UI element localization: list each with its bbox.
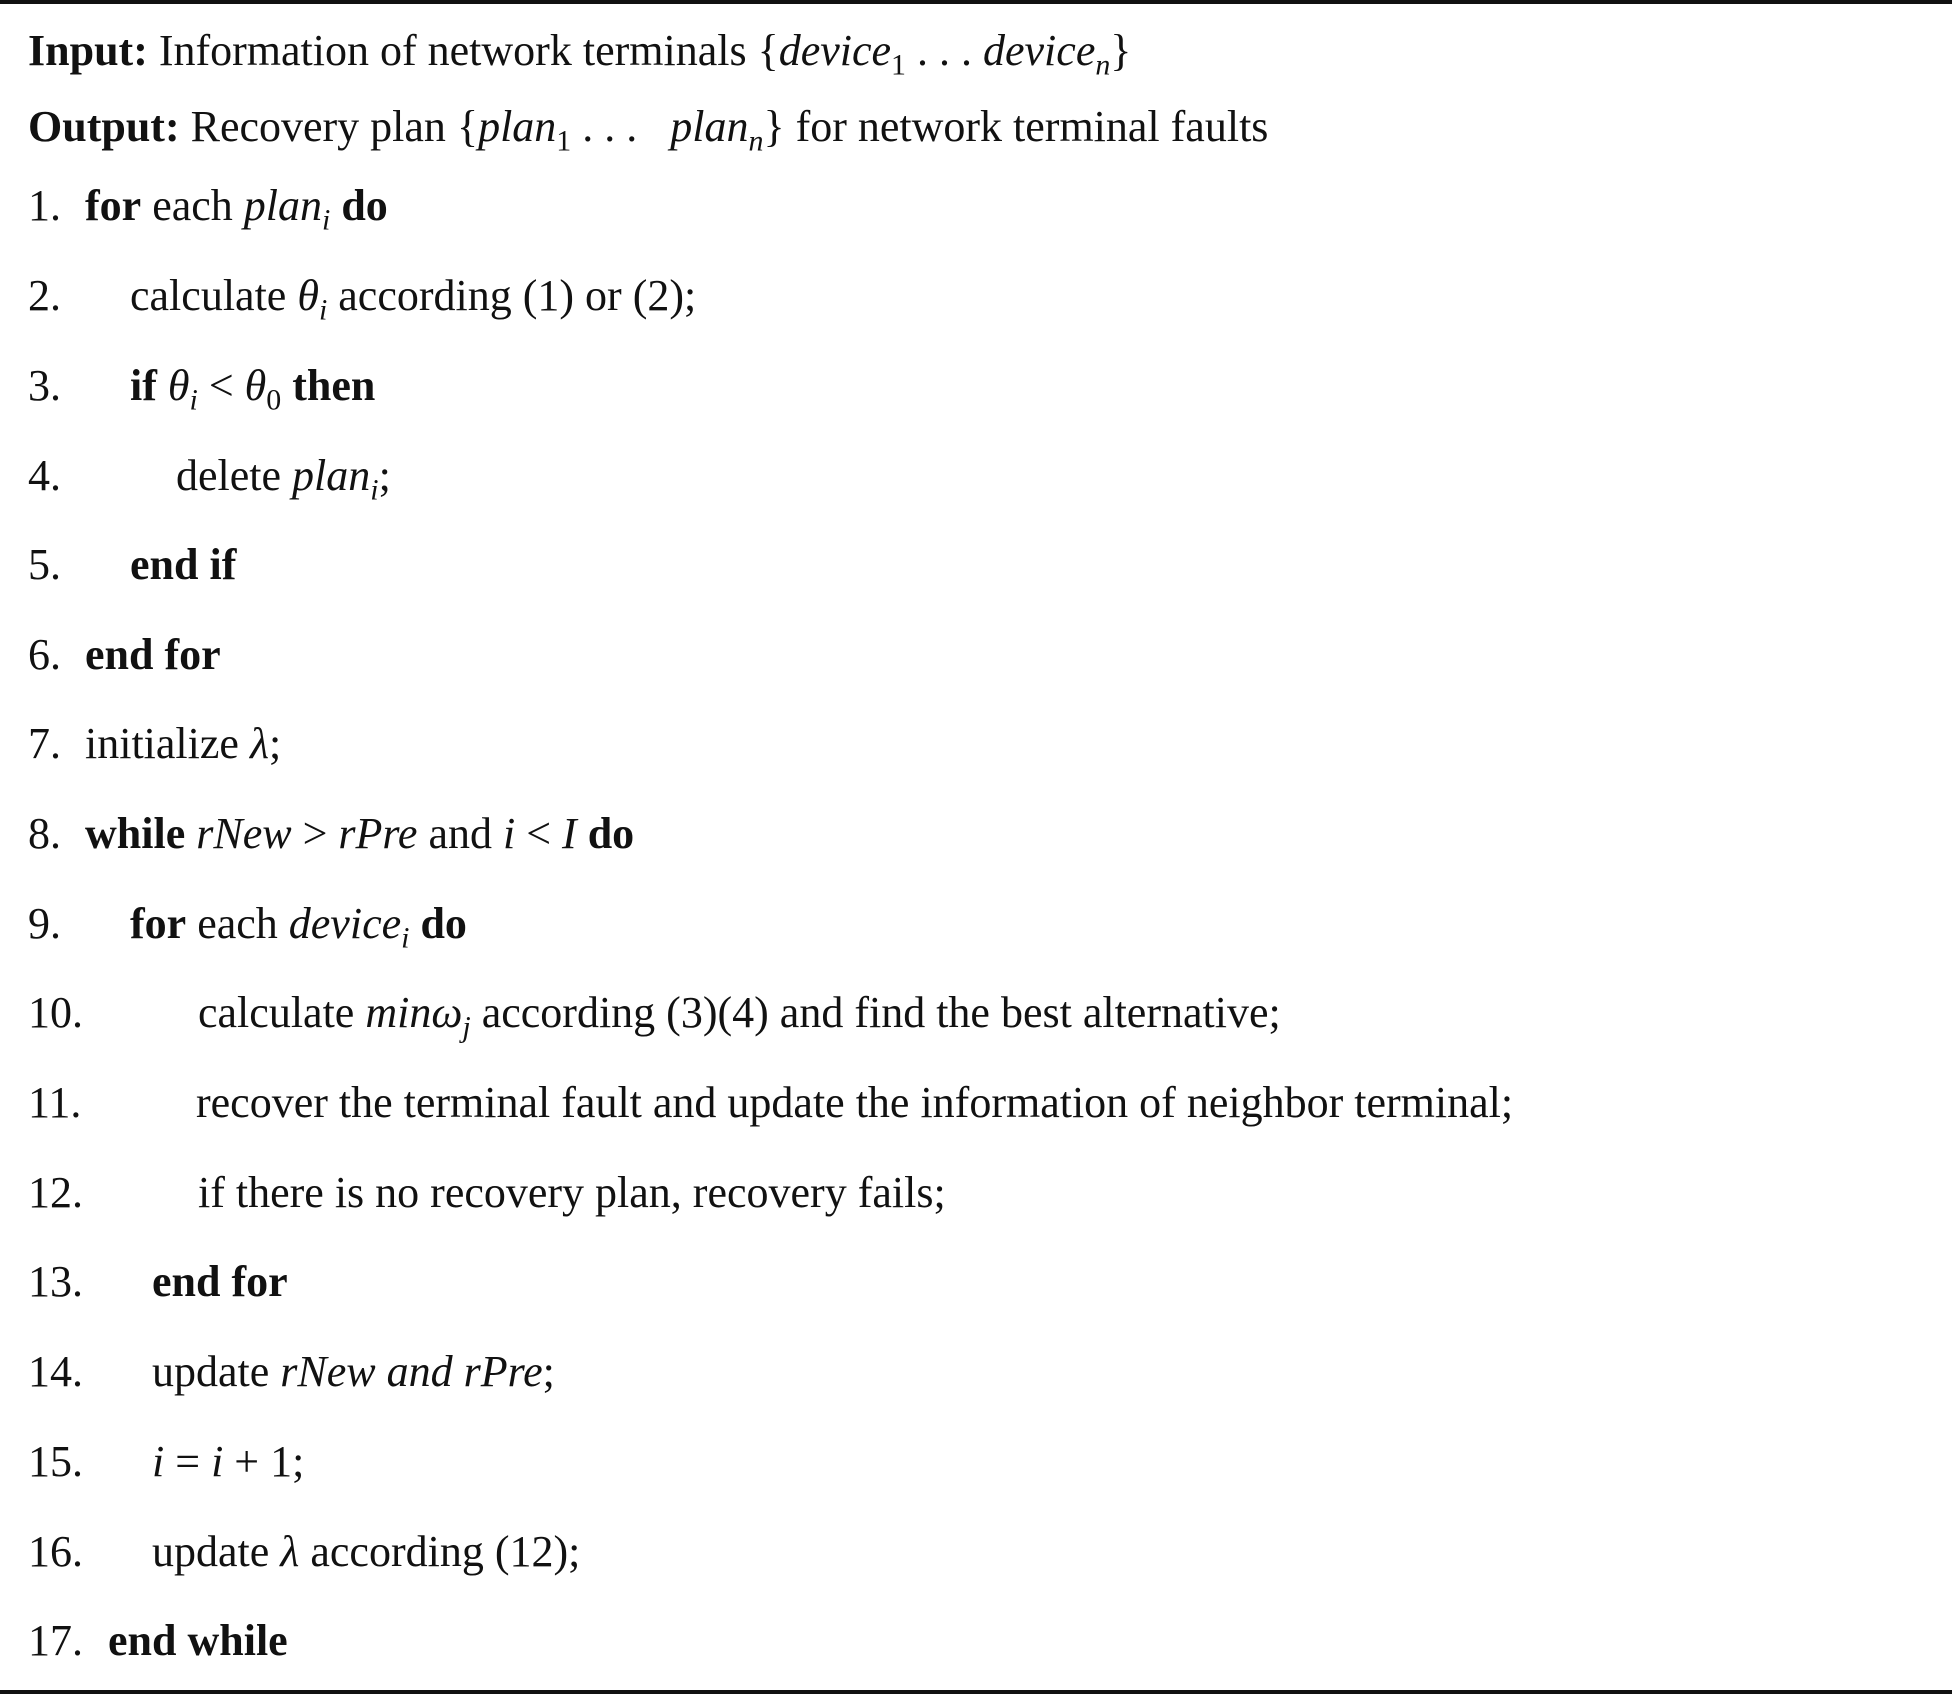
line-number: 17. [28, 1616, 83, 1665]
line-number: 15. [28, 1437, 83, 1486]
line-number: 3. [28, 361, 61, 410]
line-number: 9. [28, 899, 61, 948]
line-number: 11. [28, 1078, 82, 1127]
line-number: 12. [28, 1168, 83, 1217]
line-number: 7. [28, 719, 61, 768]
algorithm-box: Input: Information of network terminals {device$_1$ . . . device$_n$} Output: Recovery plan {plan$_1$ . . . plan$_n$} for network terminal faults 1. for each plan$_i$ do 2. calculate $\theta_i$ according (1) or (2); 3. if $\theta_i < \theta_0$ then 4. delete plan$_i$; 5. end if 6. end for 7. initialize λ; 8. while rNew > rPre and i < I do 9. for each device$_i$ do 10. calculate minω$_j$ according (3)(4) and find the best alternative; 11. recover the terminal fault and update the information of neighbor terminal; 12. if there is no recovery plan, recovery fails; 13. end for 14. update rNew and rPre; 15. i = i + 1; 16. update λ according (12); 17. end while [0, 0, 1952, 1696]
output-label: Output: [28, 102, 180, 151]
line-number: 4. [28, 451, 61, 500]
line-number: 2. [28, 271, 61, 320]
bottom-rule [0, 1690, 1952, 1694]
output-text: Recovery plan [190, 102, 446, 151]
line-number: 13. [28, 1257, 83, 1306]
top-rule [0, 0, 1952, 4]
line-number: 6. [28, 630, 61, 679]
line-number: 1. [28, 181, 61, 230]
line-number: 8. [28, 809, 61, 858]
line-number: 5. [28, 540, 61, 589]
line-number: 16. [28, 1527, 83, 1576]
input-label: Input: [28, 26, 148, 75]
line-number: 14. [28, 1347, 83, 1396]
line-number: 10. [28, 988, 83, 1037]
input-text: Information of network terminals [158, 26, 747, 75]
